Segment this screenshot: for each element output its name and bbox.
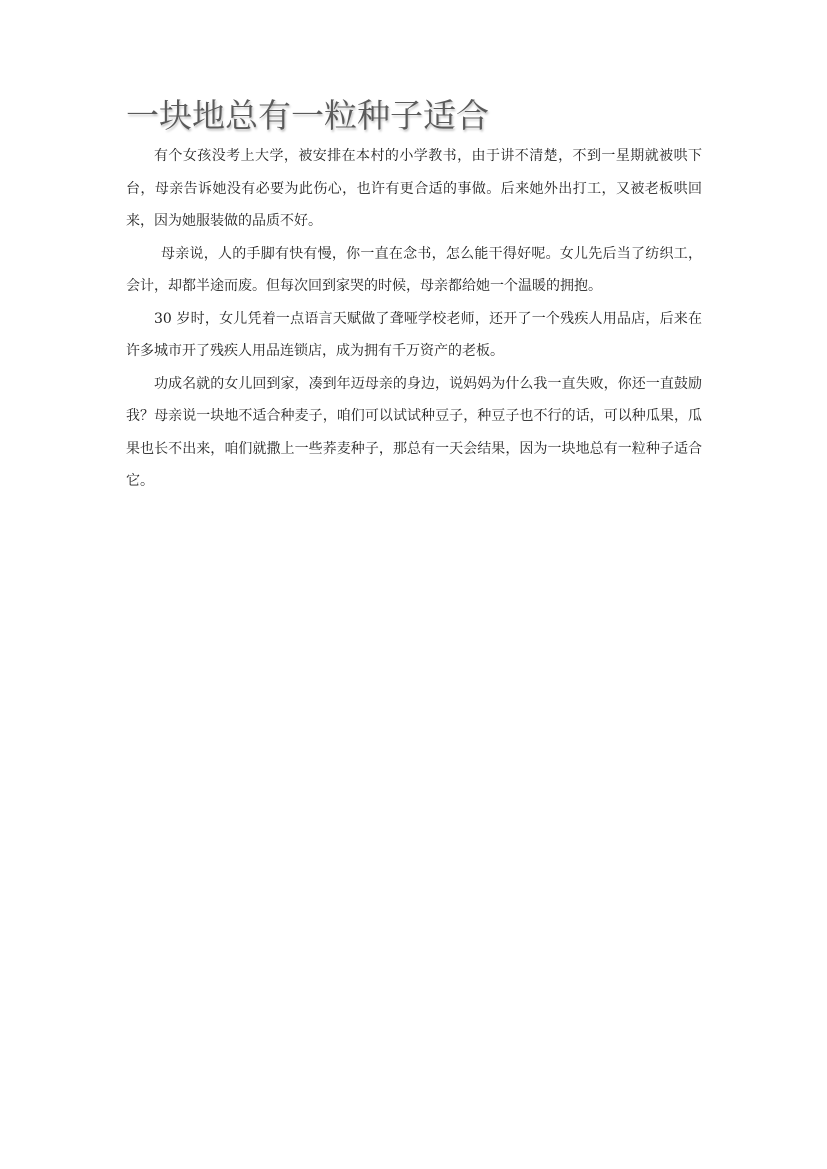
document-body xyxy=(126,96,702,498)
paragraph-2: 母亲说，人的手脚有快有慢，你一直在念书，怎么能干得好呢。女儿先后当了纺织工，会计，却都半途而废。但每次回到家哭的时候，母亲都给她一个温暖的拥抱。 xyxy=(126,245,702,294)
document-title: 一块地总有一粒种子适合 xyxy=(126,96,489,135)
paragraph-1: 有个女孩没考上大学，被安排在本村的小学教书，由于讲不清楚，不到一星期就被哄下台，母亲告诉她没有必要为此伤心，也许有更合适的事做。后来她外出打工，又被老板哄回来，因为她服装做的品质不好。 xyxy=(126,148,702,229)
paragraph-4: 功成名就的女儿回到家，凑到年迈母亲的身边，说妈妈为什么我一直失败，你还一直鼓励我？母亲说一块地不适合种麦子，咱们可以试试种豆子，种豆子也不行的话，可以种瓜果，瓜果也长不出来，咱们就撒上一些荞麦种子，那总有一天会结果，因为一块地总有一粒种子适合它。 xyxy=(126,375,702,489)
paragraph-3: 30 岁时，女儿凭着一点语言天赋做了聋哑学校老师，还开了一个残疾人用品店，后来在许多城市开了残疾人用品连锁店，成为拥有千万资产的老板。 xyxy=(126,310,702,359)
